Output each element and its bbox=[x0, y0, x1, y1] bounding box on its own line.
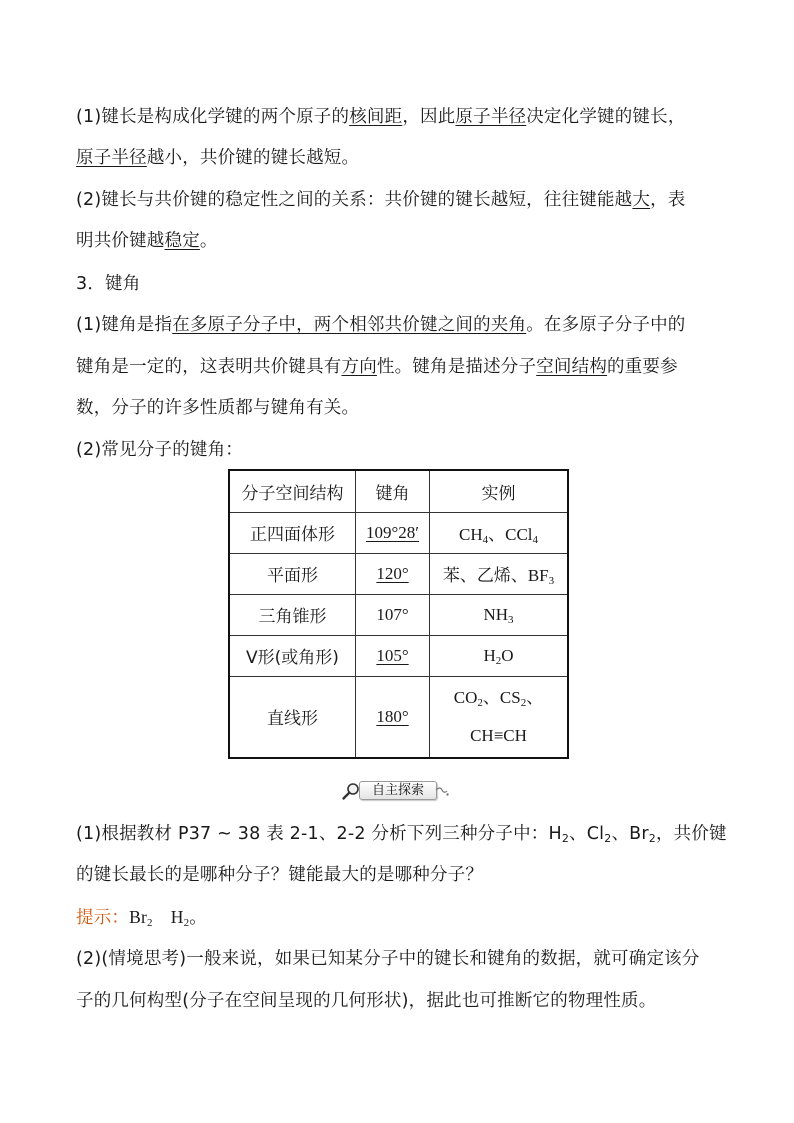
magnifier-icon bbox=[341, 781, 361, 801]
bond-angle-table bbox=[228, 469, 569, 759]
table-row bbox=[229, 635, 568, 676]
angle-value: 105° bbox=[376, 645, 409, 665]
paragraph-line-6 bbox=[76, 312, 686, 338]
angle-value: 107° bbox=[376, 604, 409, 624]
text-segment: 性。键角是描述分子 bbox=[376, 357, 537, 377]
formula: CH bbox=[458, 525, 483, 544]
question-1-line-2 bbox=[76, 862, 483, 888]
answer-blank: 核间距 bbox=[349, 107, 403, 127]
decorative-swirl-icon bbox=[435, 784, 449, 798]
cell-shape: V形(或角形) bbox=[229, 635, 356, 676]
formula: CO bbox=[453, 687, 478, 707]
text-segment: 的重要参 bbox=[607, 357, 678, 377]
answer-blank: 原子半径 bbox=[455, 107, 527, 127]
formula: CH≡CH bbox=[470, 725, 527, 745]
self-explore-banner bbox=[341, 780, 447, 800]
text-segment: (1)键长是构成化学键的两个原子的 bbox=[76, 107, 350, 127]
formula: H bbox=[483, 645, 496, 665]
paragraph-line-2 bbox=[76, 145, 359, 171]
cell-example bbox=[430, 553, 569, 594]
answer-blank: 在多原子分子中，两个相邻共价键之间的夹角 bbox=[172, 315, 527, 335]
answer-text: H bbox=[170, 907, 184, 927]
text-segment: 。 bbox=[199, 231, 218, 251]
cell-shape: 正四面体形 bbox=[229, 512, 356, 553]
answer-text: Br bbox=[129, 907, 148, 927]
formula: 、CS bbox=[482, 687, 521, 707]
formula: 苯、乙烯、BF bbox=[442, 566, 549, 585]
answer-blank: 方向 bbox=[341, 357, 377, 377]
cell-angle bbox=[356, 594, 430, 635]
table-row bbox=[229, 512, 568, 553]
text-segment: (1)键角是指 bbox=[76, 315, 173, 335]
subscript: 2 bbox=[147, 917, 153, 929]
cell-example bbox=[430, 512, 569, 553]
table-row bbox=[229, 676, 568, 758]
text-segment: ，因此 bbox=[402, 107, 456, 127]
text-segment: 。 bbox=[189, 908, 207, 928]
text-segment: 决定化学键的键长， bbox=[526, 107, 686, 127]
paragraph-line-9 bbox=[76, 437, 243, 463]
header-angle: 键角 bbox=[356, 470, 430, 512]
subscript: 2 bbox=[495, 654, 502, 667]
angle-value: 120° bbox=[376, 563, 409, 583]
question-2-line-1 bbox=[76, 946, 700, 972]
text-segment: 。在多原子分子中的 bbox=[526, 315, 686, 335]
text-segment: 越小，共价键的键长越短。 bbox=[146, 148, 360, 168]
cell-angle bbox=[356, 512, 430, 553]
text-segment: 的键长最长的是哪种分子？键能最大的是哪种分子？ bbox=[76, 865, 484, 885]
hint-line bbox=[76, 904, 207, 931]
answer-blank: 原子半径 bbox=[76, 148, 147, 168]
header-shape: 分子空间结构 bbox=[229, 470, 356, 512]
paragraph-line-4 bbox=[76, 228, 218, 254]
angle-value: 109°28′ bbox=[365, 522, 420, 542]
answer-blank: 大 bbox=[632, 190, 651, 210]
text-segment: (1)根据教材 P37 ~ 38 表 2-1、2-2 分析下列三种分子中：H bbox=[76, 824, 562, 844]
cell-angle bbox=[356, 676, 430, 758]
table-row bbox=[229, 553, 568, 594]
hint-label: 提示： bbox=[76, 908, 130, 928]
cell-shape: 三角锥形 bbox=[229, 594, 356, 635]
header-example: 实例 bbox=[430, 470, 569, 512]
formula: 、 bbox=[526, 687, 544, 707]
subscript: 4 bbox=[482, 534, 489, 546]
subscript: 2 bbox=[561, 832, 570, 845]
subscript: 4 bbox=[532, 534, 539, 546]
formula: O bbox=[501, 645, 514, 665]
subscript: 2 bbox=[648, 832, 656, 845]
heading-text: 3．键角 bbox=[76, 274, 141, 294]
table-row bbox=[229, 594, 568, 635]
text-segment: 、Br bbox=[611, 824, 649, 844]
cell-shape: 平面形 bbox=[229, 553, 356, 594]
text-segment: (2)键长与共价键的稳定性之间的关系：共价键的键长越短，往往键能越 bbox=[76, 190, 633, 210]
paragraph-line-7 bbox=[76, 354, 678, 380]
answer-blank: 稳定 bbox=[164, 231, 200, 251]
text-segment: 子的几何构型(分子在空间呈现的几何形状)，据此也可推断它的物理性质。 bbox=[76, 991, 657, 1011]
text-segment: (2)常见分子的键角： bbox=[76, 440, 243, 460]
cell-shape: 直线形 bbox=[229, 676, 356, 758]
text-segment: 、Cl bbox=[569, 824, 605, 844]
question-1-line-1 bbox=[76, 821, 727, 847]
paragraph-line-1 bbox=[76, 104, 686, 130]
cell-example bbox=[430, 594, 569, 635]
formula: NH bbox=[483, 604, 509, 624]
section-heading bbox=[76, 271, 140, 297]
subscript: 2 bbox=[183, 917, 190, 929]
subscript: 2 bbox=[604, 832, 612, 845]
angle-value: 180° bbox=[376, 706, 409, 726]
question-2-line-2 bbox=[76, 988, 656, 1014]
paragraph-line-3 bbox=[76, 187, 686, 213]
subscript: 3 bbox=[508, 613, 514, 626]
subscript: 2 bbox=[477, 696, 483, 709]
cell-angle bbox=[356, 635, 430, 676]
text-segment: 数，分子的许多性质都与键角有关。 bbox=[76, 398, 360, 418]
subscript: 3 bbox=[548, 575, 555, 587]
self-explore-label: 自主探索 bbox=[359, 781, 437, 800]
cell-angle bbox=[356, 553, 430, 594]
cell-example bbox=[430, 676, 569, 758]
subscript: 2 bbox=[520, 696, 527, 709]
answer-blank: 空间结构 bbox=[536, 357, 608, 377]
table-header-row bbox=[229, 470, 568, 512]
text-segment: ，共价键 bbox=[655, 824, 727, 844]
text-segment: ，表 bbox=[650, 190, 686, 210]
formula: 、CCl bbox=[488, 525, 533, 544]
text-segment: 键角是一定的，这表明共价键具有 bbox=[76, 357, 342, 377]
text-segment: (2)(情境思考)一般来说，如果已知某分子中的键长和键角的数据，就可确定该分 bbox=[76, 949, 700, 969]
cell-example bbox=[430, 635, 569, 676]
paragraph-line-8 bbox=[76, 395, 359, 421]
text-segment: 明共价键越 bbox=[76, 231, 165, 251]
